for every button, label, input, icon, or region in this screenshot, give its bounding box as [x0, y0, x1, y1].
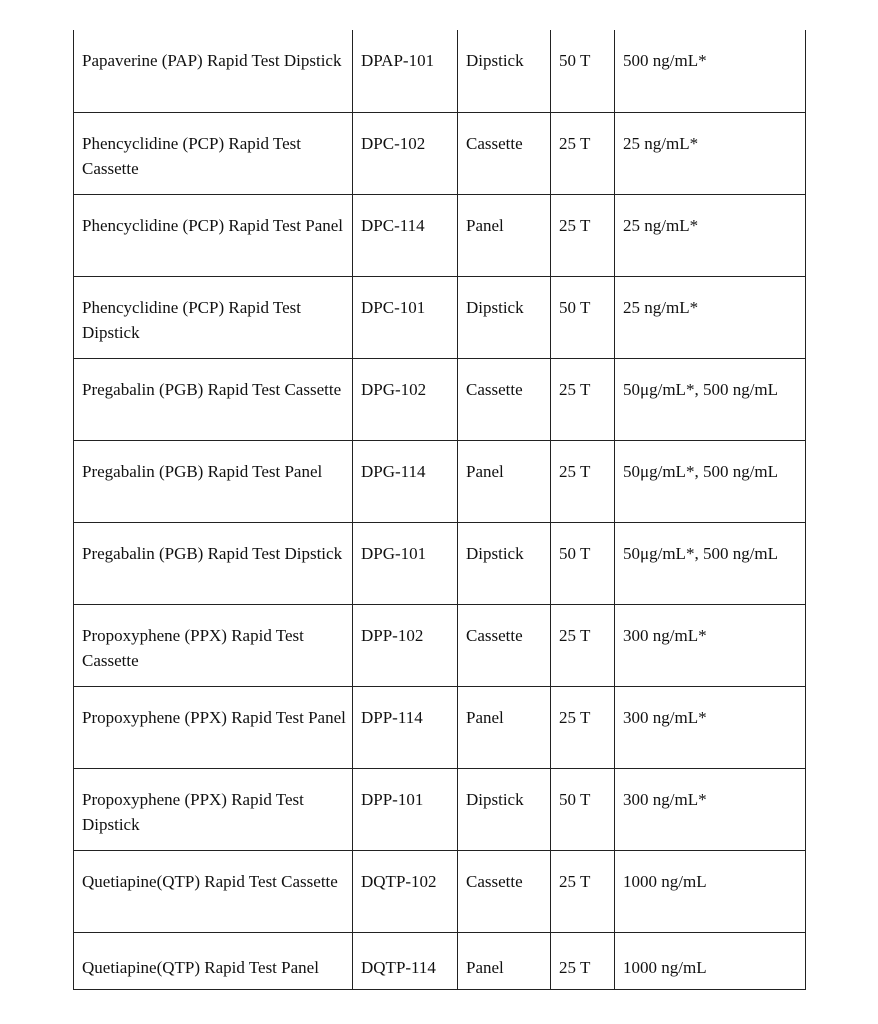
- pack-size-cell: 25 T: [551, 194, 615, 276]
- pack-size-cell: 25 T: [551, 112, 615, 194]
- cutoff-cell: 50μg/mL*, 500 ng/mL: [615, 440, 806, 522]
- product-code-cell: DPAP-101: [353, 30, 458, 112]
- cutoff-cell: 500 ng/mL*: [615, 30, 806, 112]
- format-cell: Panel: [458, 932, 551, 989]
- product-name-cell: Pregabalin (PGB) Rapid Test Cassette: [74, 358, 353, 440]
- product-name-cell: Pregabalin (PGB) Rapid Test Dipstick: [74, 522, 353, 604]
- product-name-cell: Quetiapine(QTP) Rapid Test Panel: [74, 932, 353, 989]
- product-code-cell: DPC-102: [353, 112, 458, 194]
- product-name-cell: Quetiapine(QTP) Rapid Test Cassette: [74, 850, 353, 932]
- format-cell: Panel: [458, 440, 551, 522]
- format-cell: Panel: [458, 194, 551, 276]
- product-code-cell: DPG-101: [353, 522, 458, 604]
- table-row: [74, 358, 806, 440]
- product-code-cell: DPG-102: [353, 358, 458, 440]
- product-name-cell: Propoxyphene (PPX) Rapid Test Dipstick: [74, 768, 353, 850]
- cutoff-cell: 1000 ng/mL: [615, 932, 806, 989]
- pack-size-cell: 25 T: [551, 358, 615, 440]
- table-row: [74, 686, 806, 768]
- pack-size-cell: 25 T: [551, 686, 615, 768]
- product-code-cell: DQTP-102: [353, 850, 458, 932]
- format-cell: Cassette: [458, 604, 551, 686]
- cutoff-cell: 25 ng/mL*: [615, 112, 806, 194]
- cutoff-cell: 50μg/mL*, 500 ng/mL: [615, 522, 806, 604]
- product-code-cell: DPC-114: [353, 194, 458, 276]
- table-row: [74, 850, 806, 932]
- format-cell: Panel: [458, 686, 551, 768]
- format-cell: Cassette: [458, 358, 551, 440]
- cutoff-cell: 1000 ng/mL: [615, 850, 806, 932]
- pack-size-cell: 50 T: [551, 276, 615, 358]
- product-name-cell: Pregabalin (PGB) Rapid Test Panel: [74, 440, 353, 522]
- table-row: [74, 194, 806, 276]
- table-row: [74, 604, 806, 686]
- format-cell: Dipstick: [458, 276, 551, 358]
- table-row: [74, 112, 806, 194]
- table-row: [74, 522, 806, 604]
- format-cell: Cassette: [458, 850, 551, 932]
- product-name-cell: Phencyclidine (PCP) Rapid Test Cassette: [74, 112, 353, 194]
- cutoff-cell: 300 ng/mL*: [615, 686, 806, 768]
- table-row: [74, 768, 806, 850]
- product-table: [73, 30, 806, 990]
- pack-size-cell: 25 T: [551, 604, 615, 686]
- pack-size-cell: 50 T: [551, 768, 615, 850]
- product-code-cell: DPC-101: [353, 276, 458, 358]
- product-code-cell: DPP-101: [353, 768, 458, 850]
- product-name-cell: Phencyclidine (PCP) Rapid Test Panel: [74, 194, 353, 276]
- format-cell: Dipstick: [458, 522, 551, 604]
- format-cell: Dipstick: [458, 768, 551, 850]
- product-code-cell: DQTP-114: [353, 932, 458, 989]
- pack-size-cell: 25 T: [551, 850, 615, 932]
- product-name-cell: Propoxyphene (PPX) Rapid Test Cassette: [74, 604, 353, 686]
- pack-size-cell: 25 T: [551, 932, 615, 989]
- table-row: [74, 440, 806, 522]
- pack-size-cell: 25 T: [551, 440, 615, 522]
- cutoff-cell: 25 ng/mL*: [615, 276, 806, 358]
- product-name-cell: Papaverine (PAP) Rapid Test Dipstick: [74, 30, 353, 112]
- table-row: [74, 932, 806, 989]
- cutoff-cell: 25 ng/mL*: [615, 194, 806, 276]
- format-cell: Cassette: [458, 112, 551, 194]
- product-name-cell: Phencyclidine (PCP) Rapid Test Dipstick: [74, 276, 353, 358]
- cutoff-cell: 50μg/mL*, 500 ng/mL: [615, 358, 806, 440]
- product-code-cell: DPG-114: [353, 440, 458, 522]
- pack-size-cell: 50 T: [551, 30, 615, 112]
- product-code-cell: DPP-114: [353, 686, 458, 768]
- product-name-cell: Propoxyphene (PPX) Rapid Test Panel: [74, 686, 353, 768]
- cutoff-cell: 300 ng/mL*: [615, 768, 806, 850]
- format-cell: Dipstick: [458, 30, 551, 112]
- table-row: [74, 276, 806, 358]
- table-row: [74, 30, 806, 112]
- product-code-cell: DPP-102: [353, 604, 458, 686]
- cutoff-cell: 300 ng/mL*: [615, 604, 806, 686]
- pack-size-cell: 50 T: [551, 522, 615, 604]
